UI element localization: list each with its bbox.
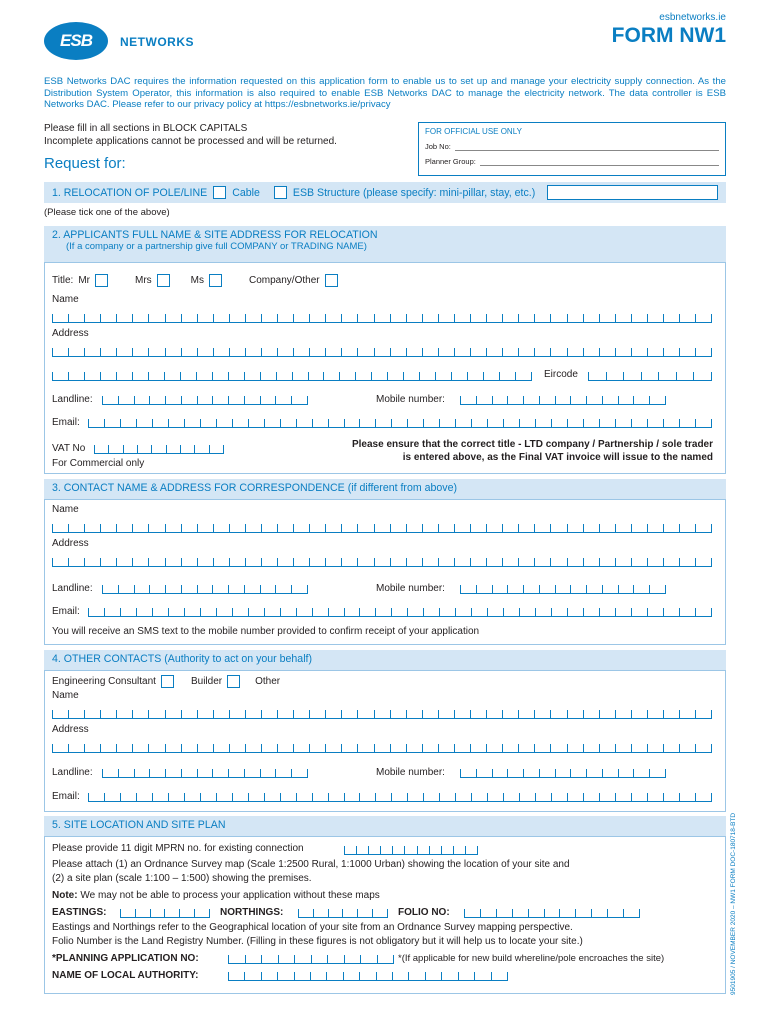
planning-note: *(If applicable for new build whereline/pole encroaches the site) [398,953,665,964]
name-field[interactable] [52,308,712,323]
section-1-bar [44,182,726,203]
contact-type-row [52,675,280,688]
section-2-title: 2. APPLICANTS FULL NAME & SITE ADDRESS FOR RELOCATION [52,229,378,241]
s3-mobile-field[interactable] [460,579,666,594]
s4-address-label: Address [52,724,89,735]
vat-label: VAT No [52,443,86,454]
s3-landline-field[interactable] [102,579,308,594]
request-for-heading: Request for: [44,155,126,172]
esb-structure-input[interactable] [547,185,718,200]
official-title: FOR OFFICIAL USE ONLY [425,127,522,136]
section-5-title: 5. SITE LOCATION AND SITE PLAN [52,819,226,831]
mprn-field[interactable] [344,840,478,855]
section-1-title: 1. RELOCATION OF POLE/LINE [52,186,208,199]
s4-landline-field[interactable] [102,763,308,778]
mobile-label: Mobile number: [376,394,445,405]
engineering-checkbox[interactable] [161,675,174,688]
s4-mobile-field[interactable] [460,763,666,778]
geo-note-2: Folio Number is the Land Registry Number. (Filling in these figures is not obligatory but it will help us to locate your site.) [52,936,583,947]
esb-logo: ESB [44,22,108,60]
folio-label: FOLIO NO: [398,907,450,918]
job-no-label: Job No: [425,142,451,151]
mobile-field[interactable] [460,390,666,405]
s4-landline-label: Landline: [52,767,93,778]
vat-notice-1: Please ensure that the correct title - LTD company / Partnership / sole trader [351,439,713,450]
esb-structure-label: ESB Structure (please specify: mini-pillar, stay, etc.) [292,186,536,199]
vat-notice [352,438,713,464]
email-field[interactable] [88,413,712,428]
mrs-label: Mrs [134,275,152,286]
title-row [52,274,338,287]
section-2-subtitle: (If a company or a partnership give full COMPANY or TRADING NAME) [66,241,367,252]
authority-label: NAME OF LOCAL AUTHORITY: [52,970,199,981]
ms-checkbox[interactable] [209,274,222,287]
section-4-title: 4. OTHER CONTACTS (Authority to act on your behalf) [52,653,313,665]
side-reference: 9501905 / NOVEMBER 2020 – NW1 FORM DOC-180718-BTD [730,812,737,995]
planning-label: *PLANNING APPLICATION NO: [52,953,199,964]
address-field-1[interactable] [52,342,712,357]
northings-label: NORTHINGS: [220,907,284,918]
planner-group-field[interactable] [480,158,719,166]
note-bold: Note: [52,890,78,901]
commercial-label: For Commercial only [52,458,145,469]
instruction-1: Please fill in all sections in BLOCK CAPITALS [44,123,248,134]
s4-mobile-label: Mobile number: [376,767,445,778]
note-text: We may not be able to process your application without these maps [77,890,380,901]
address-label: Address [52,328,89,339]
builder-label: Builder [190,676,223,687]
official-use-box [418,122,726,176]
eircode-label: Eircode [544,369,578,380]
tick-note: (Please tick one of the above) [44,207,170,218]
maps-note [52,890,380,901]
ms-label: Ms [190,275,204,286]
s3-name-label: Name [52,504,79,515]
address-field-2[interactable] [52,366,532,381]
s3-mobile-label: Mobile number: [376,583,445,594]
cable-label: Cable [232,186,260,199]
form-title: FORM NW1 [611,24,726,47]
intro-text: ESB Networks DAC requires the information requested on this application form to enable us to set up and manage your electricity supply connection. As the Distribution System Operator, this information is also required to enable ESB Networks DAC to manage the electricity network. The data controller is ESB Networks DAC. Please refer to our privacy policy at https://esbnetworks.ie/privacy [44,76,726,111]
builder-checkbox[interactable] [227,675,240,688]
northings-field[interactable] [298,903,388,918]
name-label: Name [52,294,79,305]
engineering-label: Engineering Consultant [52,676,156,687]
job-no-field[interactable] [455,143,719,151]
s3-landline-label: Landline: [52,583,93,594]
s3-address-label: Address [52,538,89,549]
authority-field[interactable] [228,966,508,981]
s3-email-field[interactable] [88,602,712,617]
eastings-field[interactable] [120,903,210,918]
eircode-field[interactable] [588,366,712,381]
networks-label: NETWORKS [120,35,194,49]
section-5-bar [44,816,726,836]
esb-structure-checkbox[interactable] [274,186,287,199]
attach-1: Please attach (1) an Ordnance Survey map (Scale 1:2500 Rural, 1:1000 Urban) showing the location of your site and [52,859,570,870]
vat-notice-2: is entered above, as the Final VAT invoice will issue to the named [402,452,713,463]
s4-email-label: Email: [52,791,80,802]
s3-address-field[interactable] [52,552,712,567]
s3-name-field[interactable] [52,518,712,533]
mr-checkbox[interactable] [95,274,108,287]
email-label: Email: [52,417,80,428]
sms-note: You will receive an SMS text to the mobile number provided to confirm receipt of your application [52,626,480,637]
landline-label: Landline: [52,394,93,405]
attach-2: (2) a site plan (scale 1:100 – 1:500) showing the premises. [52,873,312,884]
mprn-label: Please provide 11 digit MPRN no. for existing connection [52,843,304,854]
eastings-label: EASTINGS: [52,907,107,918]
section-3-title: 3. CONTACT NAME & ADDRESS FOR CORRESPONDENCE (if different from above) [52,482,458,494]
mrs-checkbox[interactable] [157,274,170,287]
geo-note-1: Eastings and Northings refer to the Geographical location of your site from an Ordnance Survey mapping perspective. [52,922,573,933]
company-checkbox[interactable] [325,274,338,287]
title-label: Title: [52,275,74,286]
landline-field[interactable] [102,390,308,405]
s4-email-field[interactable] [88,787,712,802]
vat-field[interactable] [94,439,224,454]
section-4-bar [44,650,726,670]
s4-address-field[interactable] [52,738,712,753]
mr-label: Mr [78,275,90,286]
planner-group-label: Planner Group: [425,157,476,166]
relocation-checkbox[interactable] [213,186,226,199]
section-2-bar [44,226,726,262]
s3-email-label: Email: [52,606,80,617]
folio-field[interactable] [464,903,640,918]
s4-name-field[interactable] [52,704,712,719]
company-label: Company/Other [249,275,320,286]
other-label: Other [255,676,281,687]
instruction-2: Incomplete applications cannot be processed and will be returned. [44,136,337,147]
s4-name-label: Name [52,690,79,701]
website-label: esbnetworks.ie [659,12,726,23]
instructions [44,122,337,148]
planning-field[interactable] [228,949,394,964]
section-3-bar [44,479,726,499]
